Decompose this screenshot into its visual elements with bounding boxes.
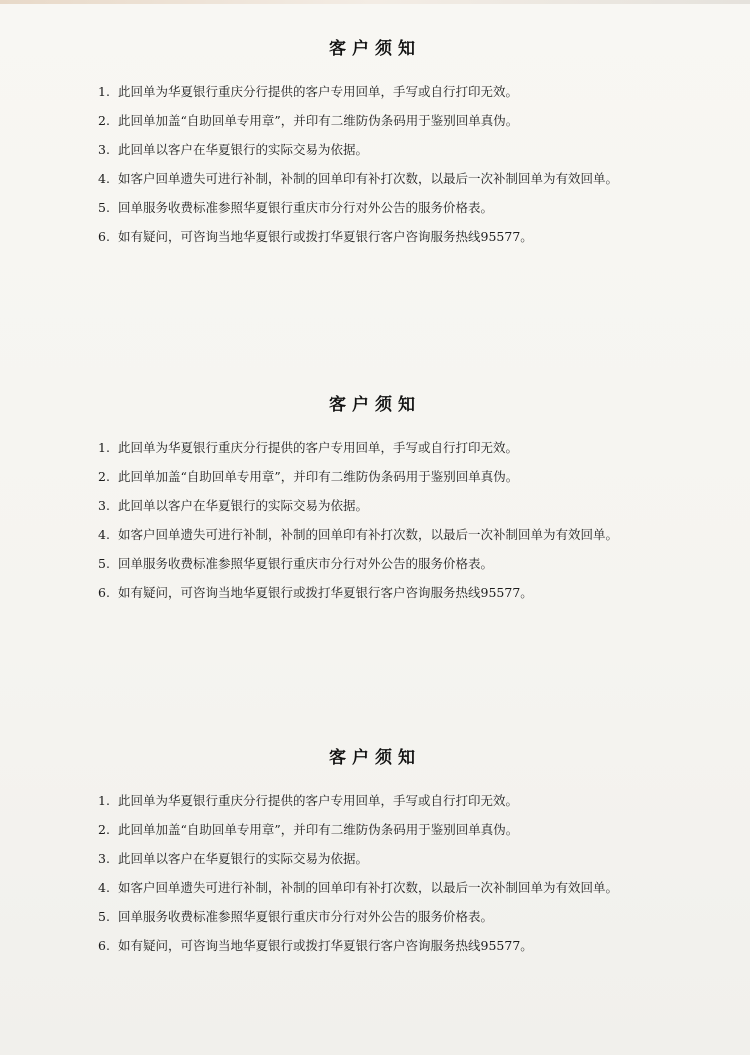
- item-number: 2.: [98, 822, 110, 837]
- notice-list: [98, 791, 618, 965]
- notice-item: [98, 438, 618, 467]
- notice-item: [98, 227, 618, 256]
- item-number: 6.: [98, 585, 110, 600]
- item-text: 如有疑问，可咨询当地华夏银行或拨打华夏银行客户咨询服务热线95577。: [118, 938, 533, 953]
- notice-item: [98, 198, 618, 227]
- notice-item: [98, 554, 618, 583]
- notice-item: [98, 82, 618, 111]
- item-number: 1.: [98, 84, 110, 99]
- item-text: 回单服务收费标准参照华夏银行重庆市分行对外公告的服务价格表。: [118, 909, 494, 924]
- item-number: 6.: [98, 938, 110, 953]
- notice-title: 客户须知: [329, 39, 421, 59]
- notice-item: [98, 878, 618, 907]
- notice-list: [98, 438, 618, 612]
- item-number: 3.: [98, 142, 110, 157]
- item-number: 1.: [98, 440, 110, 455]
- item-text: 此回单以客户在华夏银行的实际交易为依据。: [118, 851, 369, 866]
- notice-item: [98, 907, 618, 936]
- item-text: 如有疑问，可咨询当地华夏银行或拨打华夏银行客户咨询服务热线95577。: [118, 229, 533, 244]
- item-number: 3.: [98, 851, 110, 866]
- notice-item: [98, 791, 618, 820]
- item-text: 如客户回单遗失可进行补制，补制的回单印有补打次数，以最后一次补制回单为有效回单。: [118, 171, 619, 186]
- notice-item: [98, 936, 618, 965]
- item-text: 如有疑问，可咨询当地华夏银行或拨打华夏银行客户咨询服务热线95577。: [118, 585, 533, 600]
- item-number: 2.: [98, 113, 110, 128]
- notice-title: 客户须知: [329, 395, 421, 415]
- item-text: 此回单加盖“自助回单专用章”，并印有二维防伪条码用于鉴别回单真伪。: [118, 822, 519, 837]
- item-number: 3.: [98, 498, 110, 513]
- item-number: 2.: [98, 469, 110, 484]
- paper-edge: [0, 0, 750, 4]
- item-text: 此回单为华夏银行重庆分行提供的客户专用回单，手写或自行打印无效。: [118, 793, 519, 808]
- item-number: 4.: [98, 880, 110, 895]
- notice-item: [98, 496, 618, 525]
- notice-item: [98, 467, 618, 496]
- item-text: 此回单以客户在华夏银行的实际交易为依据。: [118, 142, 369, 157]
- notice-item: [98, 820, 618, 849]
- item-number: 4.: [98, 171, 110, 186]
- item-number: 5.: [98, 200, 110, 215]
- item-text: 此回单为华夏银行重庆分行提供的客户专用回单，手写或自行打印无效。: [118, 84, 519, 99]
- notice-title: 客户须知: [329, 748, 421, 768]
- item-number: 6.: [98, 229, 110, 244]
- item-text: 此回单加盖“自助回单专用章”，并印有二维防伪条码用于鉴别回单真伪。: [118, 113, 519, 128]
- item-text: 如客户回单遗失可进行补制，补制的回单印有补打次数，以最后一次补制回单为有效回单。: [118, 880, 619, 895]
- notice-list: [98, 82, 618, 256]
- notice-item: [98, 111, 618, 140]
- item-text: 此回单为华夏银行重庆分行提供的客户专用回单，手写或自行打印无效。: [118, 440, 519, 455]
- item-text: 回单服务收费标准参照华夏银行重庆市分行对外公告的服务价格表。: [118, 556, 494, 571]
- item-text: 此回单加盖“自助回单专用章”，并印有二维防伪条码用于鉴别回单真伪。: [118, 469, 519, 484]
- item-number: 4.: [98, 527, 110, 542]
- notice-item: [98, 169, 618, 198]
- item-text: 此回单以客户在华夏银行的实际交易为依据。: [118, 498, 369, 513]
- item-text: 如客户回单遗失可进行补制，补制的回单印有补打次数，以最后一次补制回单为有效回单。: [118, 527, 619, 542]
- item-number: 1.: [98, 793, 110, 808]
- notice-item: [98, 140, 618, 169]
- notice-item: [98, 583, 618, 612]
- item-text: 回单服务收费标准参照华夏银行重庆市分行对外公告的服务价格表。: [118, 200, 494, 215]
- notice-item: [98, 849, 618, 878]
- item-number: 5.: [98, 909, 110, 924]
- item-number: 5.: [98, 556, 110, 571]
- notice-item: [98, 525, 618, 554]
